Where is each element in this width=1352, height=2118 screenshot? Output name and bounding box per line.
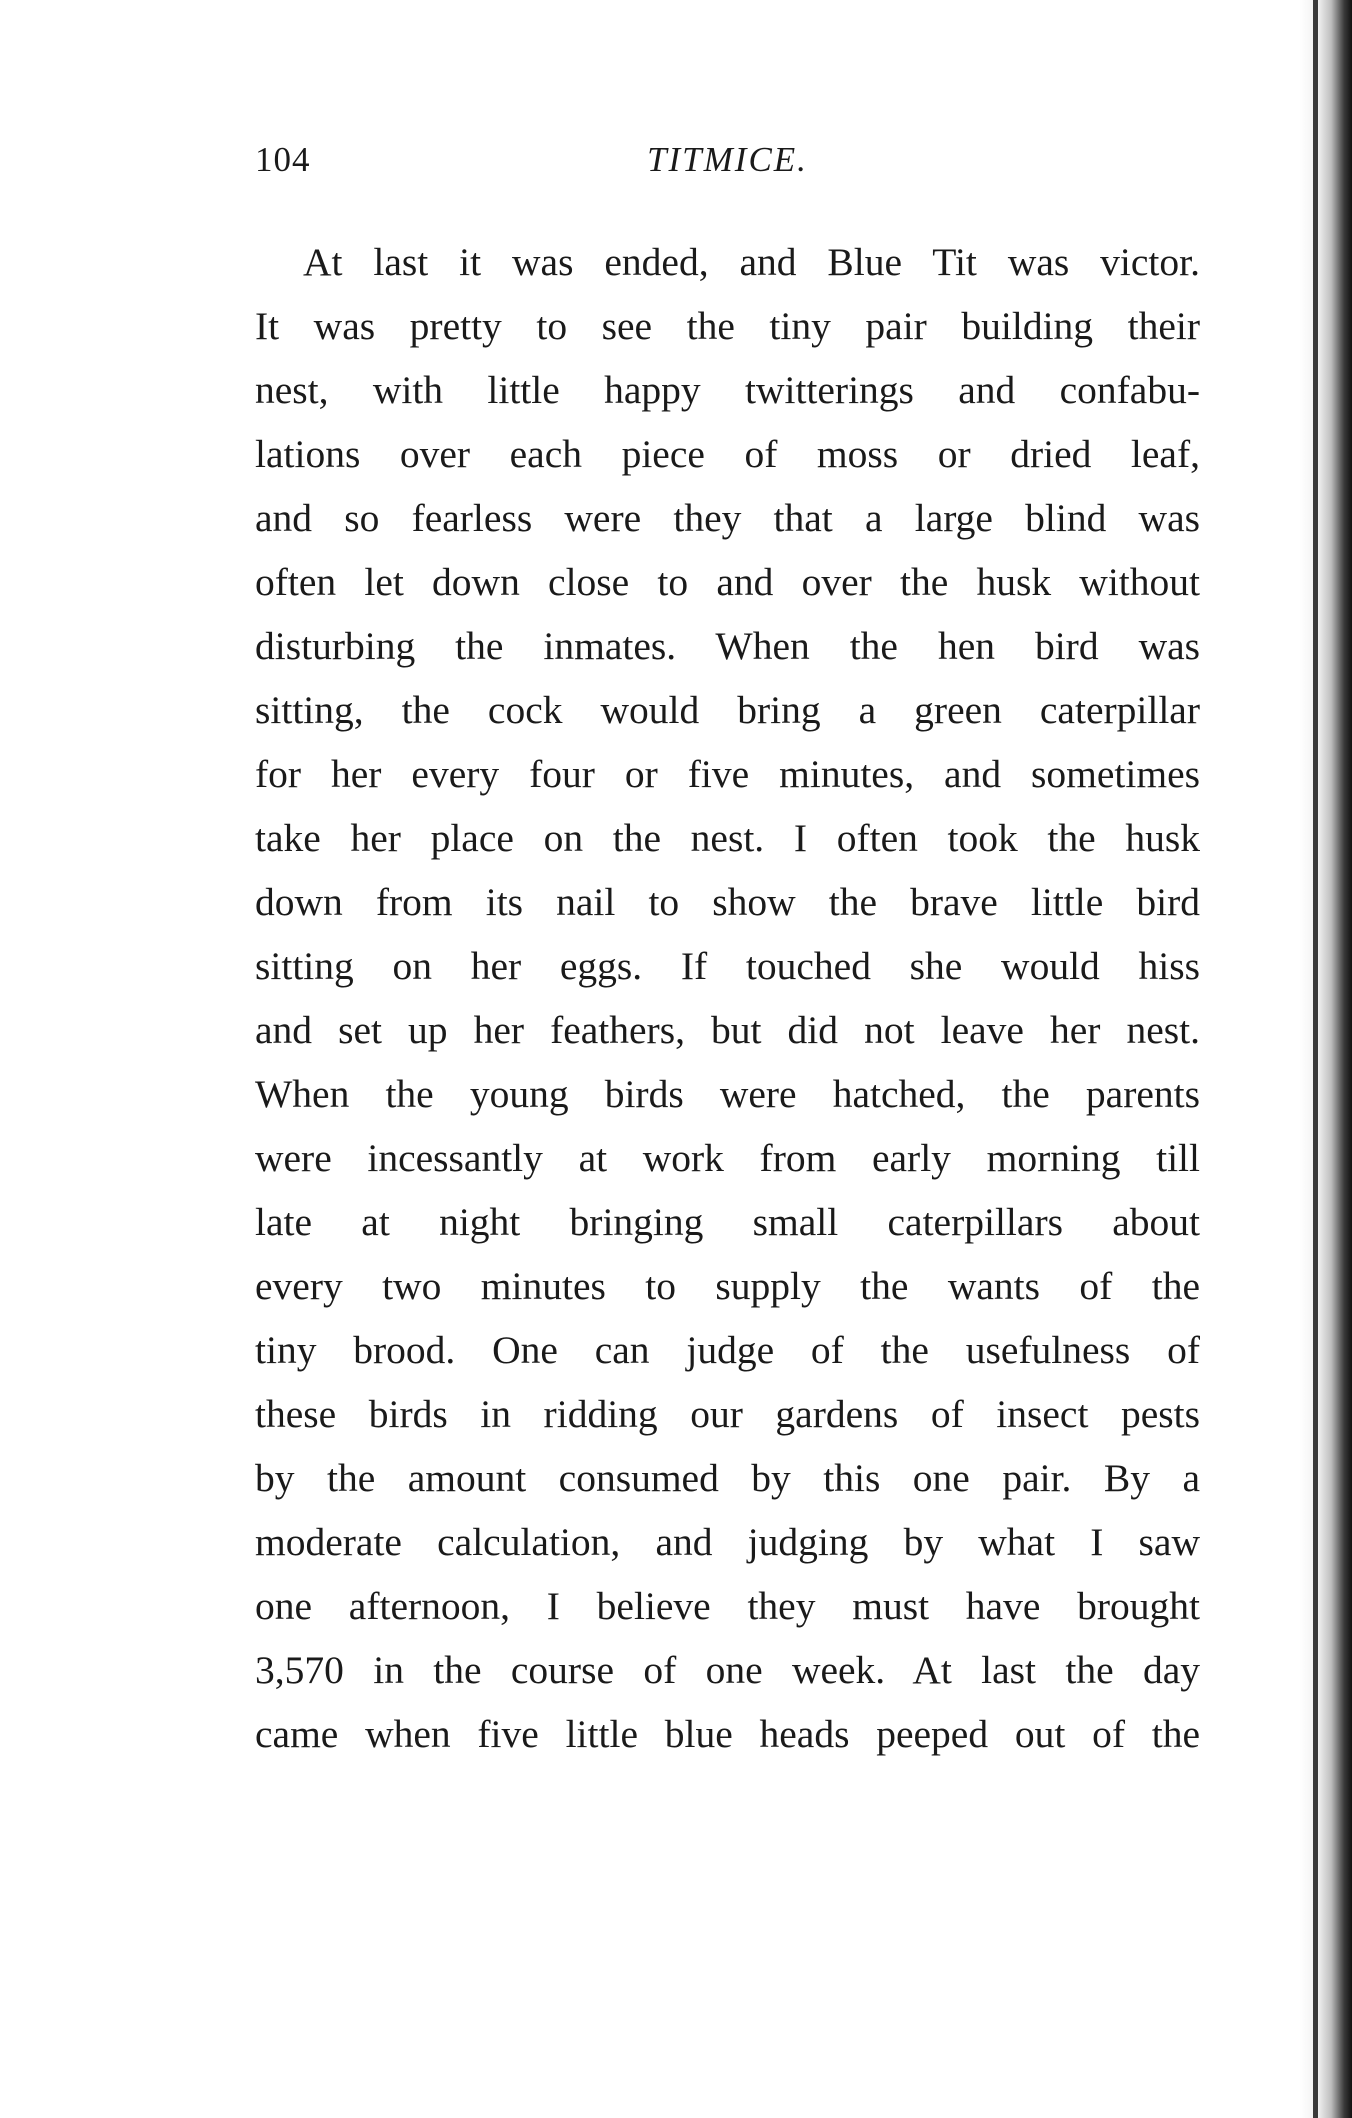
binding-edge-line <box>1313 0 1318 2118</box>
text-line: every two minutes to supply the wants of the <box>255 1264 1200 1308</box>
text-line: and set up her feathers, but did not leave her nest. <box>255 1008 1200 1052</box>
binding-gutter-shadow <box>1300 0 1352 2118</box>
text-line: these birds in ridding our gardens of insect pests <box>255 1392 1200 1436</box>
text-line: When the young birds were hatched, the parents <box>255 1072 1200 1116</box>
text-line: and so fearless were they that a large blind was <box>255 496 1200 540</box>
text-line: late at night bringing small caterpillars about <box>255 1200 1200 1244</box>
text-line: It was pretty to see the tiny pair building their <box>255 304 1200 348</box>
page-number: 104 <box>255 140 311 179</box>
text-line: down from its nail to show the brave little bird <box>255 880 1200 924</box>
body-text <box>255 230 1200 1766</box>
text-line: often let down close to and over the husk without <box>255 560 1200 604</box>
text-line: tiny brood. One can judge of the usefulness of <box>255 1328 1200 1372</box>
text-line: sitting on her eggs. If touched she would hiss <box>255 944 1200 988</box>
text-line: by the amount consumed by this one pair. By a <box>255 1456 1200 1500</box>
text-line: were incessantly at work from early morning till <box>255 1136 1200 1180</box>
text-line: for her every four or five minutes, and sometimes <box>255 752 1200 796</box>
text-line: came when five little blue heads peeped out of the <box>255 1712 1200 1756</box>
text-line: one afternoon, I believe they must have brought <box>255 1584 1200 1628</box>
text-line: take her place on the nest. I often took the husk <box>255 816 1200 860</box>
text-line: lations over each piece of moss or dried leaf, <box>255 432 1200 476</box>
text-line: sitting, the cock would bring a green caterpillar <box>255 688 1200 732</box>
text-line: At last it was ended, and Blue Tit was victor. <box>303 240 1200 284</box>
text-line: disturbing the inmates. When the hen bird was <box>255 624 1200 668</box>
running-head <box>255 140 1200 190</box>
text-line: nest, with little happy twitterings and confabu- <box>255 368 1200 412</box>
text-line: moderate calculation, and judging by what I saw <box>255 1520 1200 1564</box>
text-line: 3,570 in the course of one week. At last the day <box>255 1648 1200 1692</box>
running-title: TITMICE. <box>647 140 808 179</box>
